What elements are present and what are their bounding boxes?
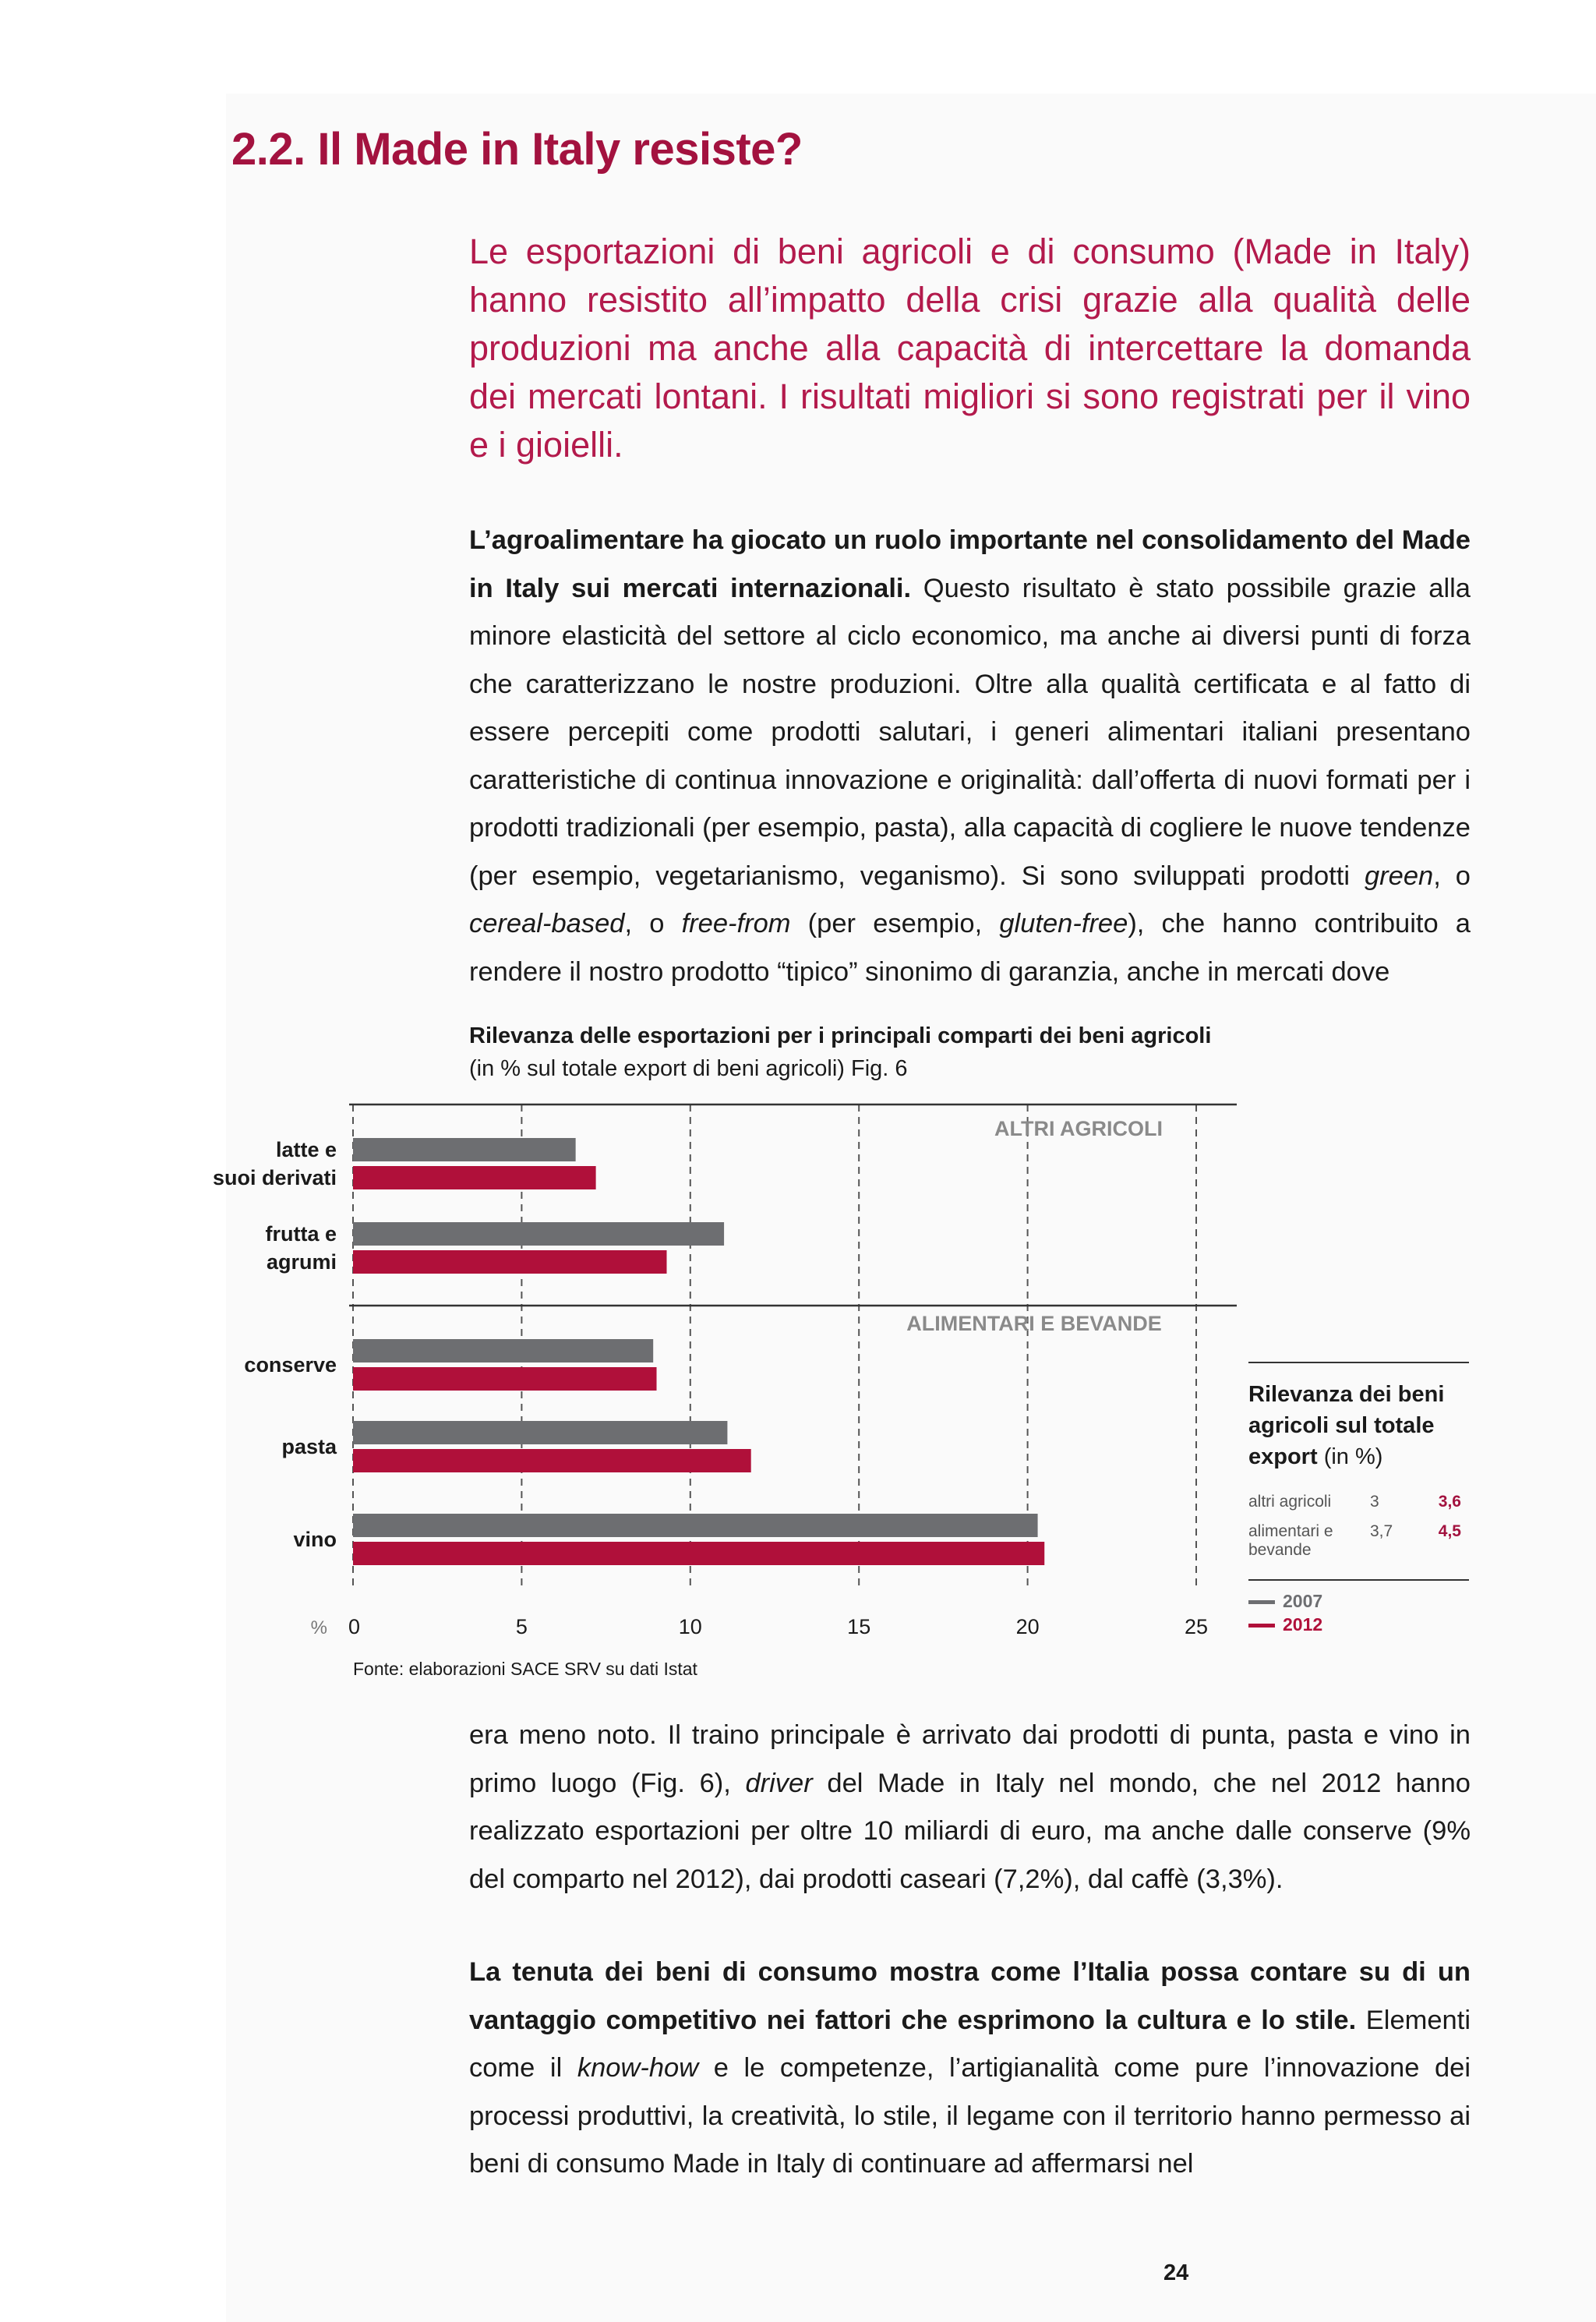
category-label: frutta e (265, 1222, 337, 1246)
category-label: pasta (281, 1435, 337, 1458)
tick-label: 15 (847, 1615, 871, 1638)
body-paragraph-2 (469, 1712, 1471, 1903)
category-label: conserve (244, 1353, 337, 1377)
body-paragraph-3 (469, 1949, 1471, 2189)
legend-label: 2012 (1283, 1614, 1323, 1635)
legend-item-2007 (1248, 1591, 1322, 1612)
tick-label: 10 (678, 1615, 702, 1638)
legend-swatch (1248, 1600, 1275, 1604)
bar-2012 (353, 1542, 1044, 1565)
bar-2007 (353, 1514, 1038, 1537)
side-box-value-2012: 4,5 (1438, 1522, 1461, 1540)
text-run: , o (1433, 861, 1471, 891)
chart-subtitle: (in % sul totale export di beni agricoli) Fig. 6 (469, 1056, 908, 1081)
bar-chart (0, 1083, 1247, 1652)
section-heading: 2.2. Il Made in Italy resiste? (231, 124, 803, 175)
legend-label: 2007 (1283, 1591, 1323, 1611)
bar-2012 (353, 1449, 751, 1472)
bar-2012 (353, 1250, 667, 1274)
text-run: (per esempio, (790, 909, 1000, 938)
text-run: Questo risultato è stato possibile grazie alla minore elasticità del settore al ciclo economico, ma anche ai diversi punti di forza che caratterizzano le nostre produzioni. Oltre alla qualità certificata e al fatto di essere percepiti come prodotti salutari, i generi alimentari italiani presentano caratteristiche di continua innovazione e originalità: dall’offerta di nuovi formati per i prodotti tradizionali (per esempio, pasta), alla capacità di cogliere le nuove tendenze (per esempio, vegetarianismo, veganismo). Si sono sviluppati prodotti (469, 573, 1471, 891)
bar-2007 (353, 1339, 653, 1362)
bold-sentence: La tenuta dei beni di consumo mostra come l’Italia possa contare su di un vantaggio competitivo nei fattori che esprimono la cultura e lo stile. (469, 1957, 1471, 2035)
italic-term: free-from (681, 909, 791, 938)
group-label: ALIMENTARI E BEVANDE (906, 1312, 1162, 1335)
side-box-value-2007: 3,7 (1370, 1522, 1393, 1540)
text-run: era meno noto. Il traino principale è arrivato dai prodotti di punta, pasta e vino in primo luogo (Fig. 6), (469, 1720, 1471, 1798)
side-box-rule-bottom (1248, 1579, 1469, 1581)
bold-sentence: L’agroalimentare ha giocato un ruolo importante nel consolidamento del Made in Italy sui mercati internazionali. (469, 525, 1471, 603)
body-paragraph-1 (469, 517, 1471, 996)
side-box-row-label: alimentari e bevande (1248, 1522, 1333, 1559)
text-run: del Made in Italy nel mondo, che nel 2012 hanno realizzato esportazioni per oltre 10 miliardi di euro, ma anche dalle conserve (9% del comparto nel 2012), dai prodotti caseari (7,2%), dal caffè (3,3%). (469, 1768, 1471, 1894)
text-run: , o (624, 909, 682, 938)
text-run: Elementi come il (469, 2005, 1471, 2083)
category-label: vino (293, 1528, 337, 1551)
italic-term: cereal-based (469, 909, 625, 938)
italic-term: green (1365, 861, 1434, 891)
side-box-value-2012: 3,6 (1438, 1493, 1461, 1511)
category-label: suoi derivati (212, 1166, 337, 1189)
bar-2007 (353, 1421, 727, 1444)
side-box-row-label: altri agricoli (1248, 1493, 1332, 1511)
text-run: ), che hanno contribuito a rendere il nostro prodotto “tipico” sinonimo di garanzia, anche in mercati dove (469, 909, 1471, 987)
axis-unit-label: % (310, 1617, 327, 1638)
chart-source: Fonte: elaborazioni SACE SRV su dati Istat (353, 1659, 697, 1679)
side-box-value-2007: 3 (1370, 1493, 1379, 1511)
tick-label: 0 (348, 1615, 361, 1638)
legend-item-2012 (1248, 1614, 1322, 1635)
italic-term: driver (745, 1768, 813, 1798)
italic-term: know-how (577, 2053, 699, 2083)
tick-label: 5 (515, 1615, 528, 1638)
category-label: agrumi (266, 1250, 337, 1274)
bar-2007 (353, 1138, 576, 1161)
chart-title: Rilevanza delle esportazioni per i principali comparti dei beni agricoli (469, 1023, 1212, 1048)
side-box-title-unit: (in %) (1323, 1444, 1383, 1469)
side-box-title-text: Rilevanza dei beni agricoli sul totale export (1248, 1382, 1445, 1469)
bar-2012 (353, 1367, 657, 1391)
italic-term: gluten-free (999, 909, 1128, 938)
lead-paragraph: Le esportazioni di beni agricoli e di consumo (Made in Italy) hanno resistito all’impatto della crisi grazie alla qualità delle produzioni ma anche alla capacità di intercettare la domanda dei mercati lontani. I risultati migliori si sono registrati per il vino e i gioielli. (469, 231, 1471, 465)
legend-swatch (1248, 1624, 1275, 1628)
tick-label: 20 (1015, 1615, 1040, 1638)
side-box-rule-top (1248, 1362, 1469, 1363)
text-run: e le competenze, l’artigianalità come pure l’innovazione dei processi produttivi, la creatività, lo stile, il legame con il territorio hanno permesso ai beni di consumo Made in Italy di continuare ad affermarsi nel (469, 2053, 1471, 2179)
side-box-title (1248, 1379, 1469, 1472)
bar-2007 (353, 1222, 724, 1246)
group-label: ALTRI AGRICOLI (994, 1117, 1163, 1140)
category-label: latte e (275, 1138, 337, 1161)
page-number: 24 (1163, 2260, 1189, 2285)
bar-2012 (353, 1166, 596, 1189)
tick-label: 25 (1184, 1615, 1209, 1638)
